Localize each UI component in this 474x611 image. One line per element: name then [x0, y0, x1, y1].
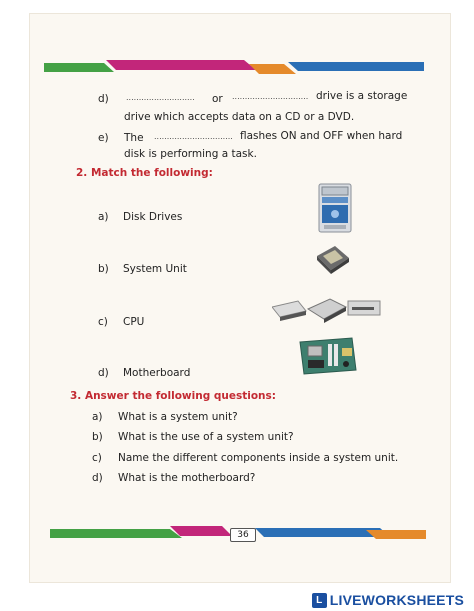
disk-drives-image[interactable] [272, 297, 382, 325]
item-d-text-line2: drive which accepts data on a CD or a DVD. [124, 111, 355, 123]
item-d-blank-2[interactable]: .............................. [232, 92, 309, 101]
page-number: 36 [230, 528, 256, 542]
match-item-b-label: b) [98, 263, 109, 275]
item-d-text-line1: drive is a storage [316, 90, 408, 102]
item-d-label: d) [98, 93, 109, 105]
question-d-text: What is the motherboard? [118, 472, 256, 484]
motherboard-image[interactable] [298, 336, 358, 376]
question-b-label: b) [92, 431, 103, 443]
match-item-b-text: System Unit [123, 263, 187, 275]
match-item-a-label: a) [98, 211, 109, 223]
item-e-the: The [124, 132, 144, 144]
question-a-text: What is a system unit? [118, 411, 238, 423]
question-c-label: c) [92, 452, 102, 464]
system-unit-tower-image[interactable] [318, 183, 352, 233]
question-c-text: Name the different components inside a system unit. [118, 452, 399, 464]
item-e-text-line2: disk is performing a task. [124, 148, 257, 160]
liveworksheets-logo[interactable] [312, 592, 464, 608]
match-item-c-text: CPU [123, 316, 145, 328]
match-item-c-label: c) [98, 316, 108, 328]
match-item-d-text: Motherboard [123, 367, 191, 379]
question-d-label: d) [92, 472, 103, 484]
match-item-a-text: Disk Drives [123, 211, 183, 223]
question-a-label: a) [92, 411, 103, 423]
section-3-heading: 3. Answer the following questions: [70, 390, 276, 402]
item-e-label: e) [98, 132, 109, 144]
item-d-or: or [212, 93, 223, 105]
cpu-chip-image[interactable] [313, 244, 351, 274]
brand-name: LIVEWORKSHEETS [329, 592, 464, 608]
item-e-text-line1: flashes ON and OFF when hard [240, 130, 403, 142]
match-item-d-label: d) [98, 367, 109, 379]
question-b-text: What is the use of a system unit? [118, 431, 294, 443]
liveworksheets-icon: L [312, 593, 327, 608]
item-e-blank[interactable]: ............................... [154, 132, 233, 141]
item-d-blank-1[interactable]: ........................... [126, 93, 195, 102]
section-2-heading: 2. Match the following: [76, 167, 213, 179]
top-decorative-band [44, 60, 424, 74]
